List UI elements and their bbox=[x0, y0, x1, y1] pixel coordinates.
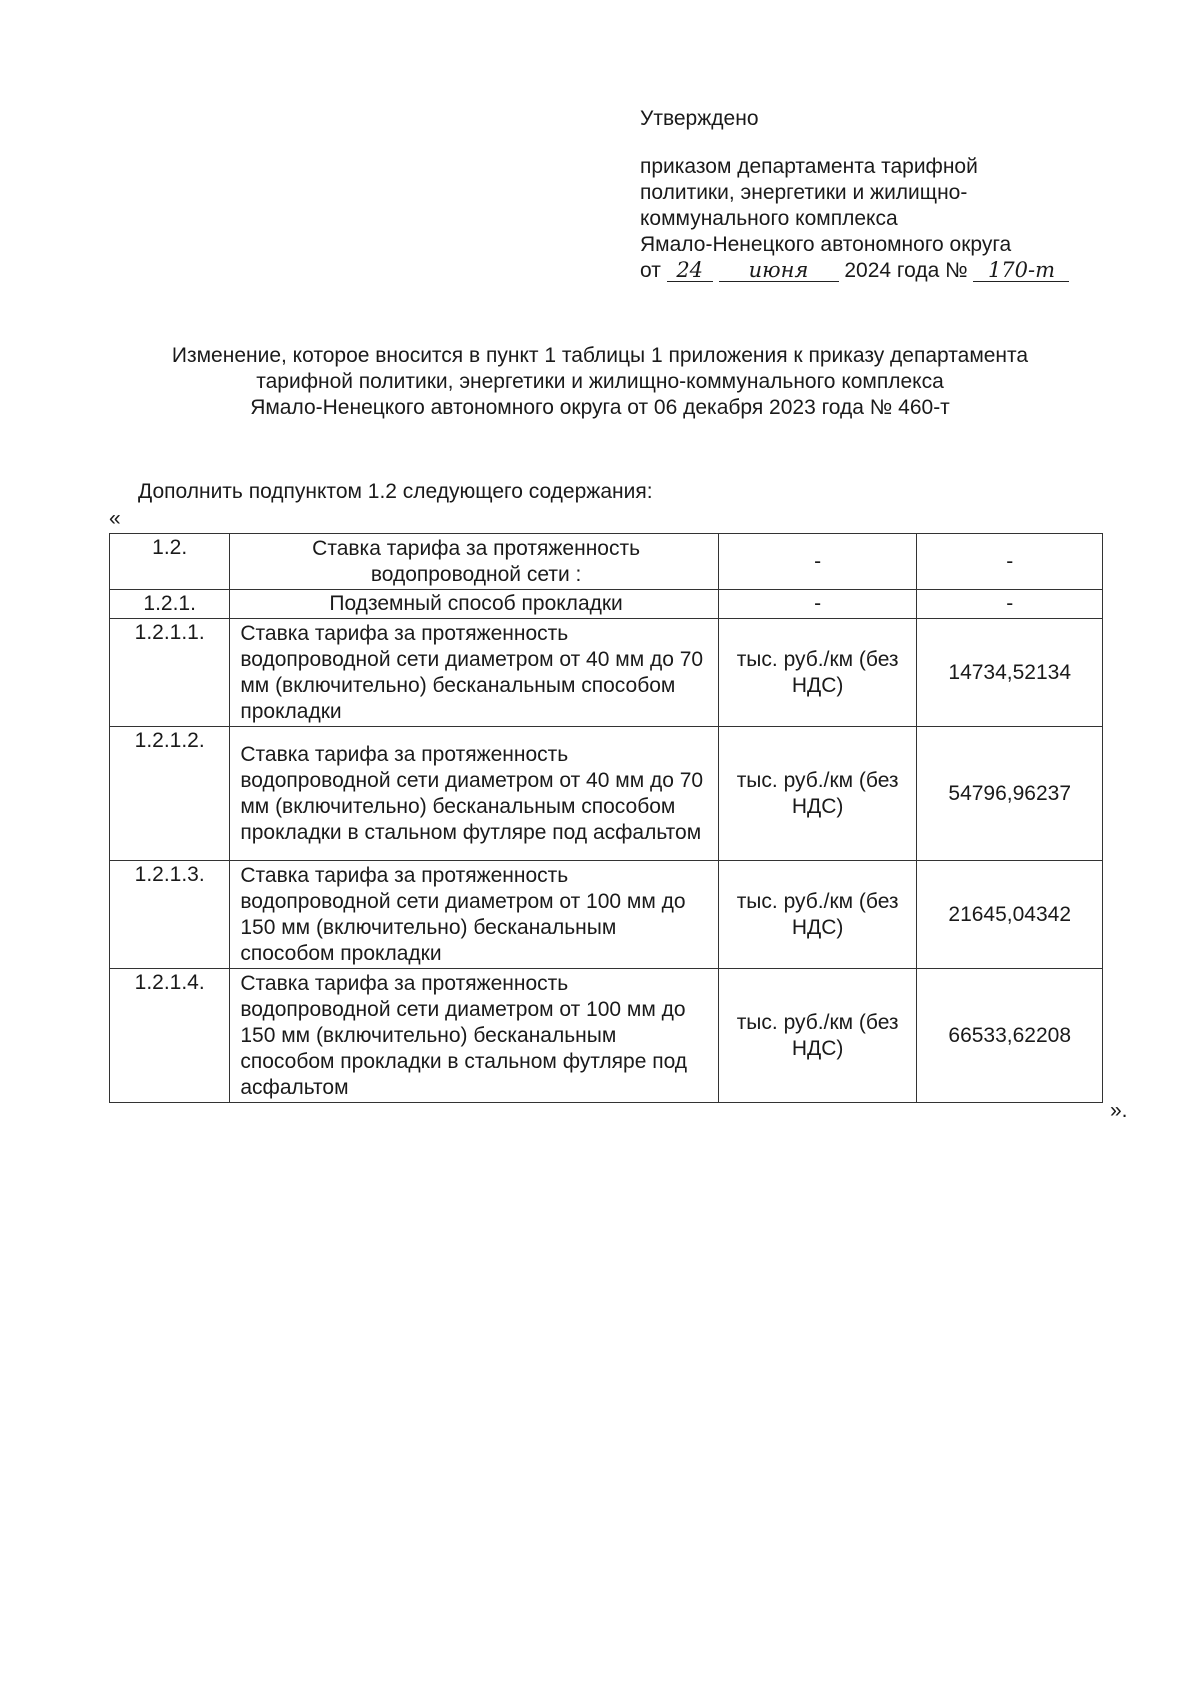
open-quote: « bbox=[109, 507, 121, 530]
row-value: 14734,52134 bbox=[917, 619, 1103, 727]
intro-text: Дополнить подпунктом 1.2 следующего содержания: bbox=[138, 480, 653, 503]
approval-title: Утверждено bbox=[640, 107, 759, 130]
row-value: - bbox=[917, 590, 1103, 619]
approval-date-line bbox=[640, 258, 1160, 284]
row-number: 1.2.1.4. bbox=[110, 969, 230, 1103]
approval-line: политики, энергетики и жилищно- bbox=[640, 181, 968, 204]
row-value: 66533,62208 bbox=[917, 969, 1103, 1103]
row-value: 21645,04342 bbox=[917, 861, 1103, 969]
document-heading bbox=[80, 343, 1120, 421]
row-description: Ставка тарифа за протяженность водопроводной сети диаметром от 100 мм до 150 мм (включительно) бесканальным способом прокладки bbox=[230, 861, 718, 969]
row-description: Ставка тарифа за протяженность водопроводной сети : bbox=[230, 534, 718, 590]
table-row bbox=[110, 969, 1103, 1103]
row-number: 1.2. bbox=[110, 534, 230, 590]
close-quote: ». bbox=[1110, 1099, 1128, 1122]
row-number: 1.2.1.2. bbox=[110, 727, 230, 861]
row-unit: - bbox=[718, 590, 917, 619]
row-unit: тыс. руб./км (без НДС) bbox=[718, 969, 917, 1103]
row-value: - bbox=[917, 534, 1103, 590]
heading-line: Изменение, которое вносится в пункт 1 таблицы 1 приложения к приказу департамента bbox=[171, 344, 1029, 367]
row-description: Подземный способ прокладки bbox=[230, 590, 718, 619]
approval-block bbox=[640, 106, 1160, 284]
approval-line: Ямало-Ненецкого автономного округа bbox=[640, 233, 1012, 256]
row-description: Ставка тарифа за протяженность водопроводной сети диаметром от 40 мм до 70 мм (включительно) бесканальным способом прокладки bbox=[230, 619, 718, 727]
row-unit: - bbox=[718, 534, 917, 590]
row-description: Ставка тарифа за протяженность водопроводной сети диаметром от 100 мм до 150 мм (включительно) бесканальным способом прокладки в стальном футляре под асфальтом bbox=[230, 969, 718, 1103]
table-row bbox=[110, 727, 1103, 861]
date-prefix: от bbox=[640, 259, 661, 282]
row-description: Ставка тарифа за протяженность водопроводной сети диаметром от 40 мм до 70 мм (включительно) бесканальным способом прокладки в стальном футляре под асфальтом bbox=[230, 727, 718, 861]
row-number: 1.2.1.1. bbox=[110, 619, 230, 727]
table-row bbox=[110, 619, 1103, 727]
year-text: 2024 года № bbox=[844, 259, 968, 282]
table-row bbox=[110, 590, 1103, 619]
table-row bbox=[110, 861, 1103, 969]
tariff-table bbox=[109, 533, 1103, 1103]
row-value: 54796,96237 bbox=[917, 727, 1103, 861]
handwritten-month: июня bbox=[719, 259, 839, 282]
table-row bbox=[110, 534, 1103, 590]
handwritten-day: 24 bbox=[667, 259, 713, 282]
row-unit: тыс. руб./км (без НДС) bbox=[718, 861, 917, 969]
handwritten-order-number: 170-т bbox=[973, 259, 1069, 282]
approval-line: коммунального комплекса bbox=[640, 207, 898, 230]
heading-line: тарифной политики, энергетики и жилищно-коммунального комплекса bbox=[256, 370, 944, 393]
row-unit: тыс. руб./км (без НДС) bbox=[718, 619, 917, 727]
approval-line: приказом департамента тарифной bbox=[640, 155, 978, 178]
row-number: 1.2.1.3. bbox=[110, 861, 230, 969]
row-unit: тыс. руб./км (без НДС) bbox=[718, 727, 917, 861]
heading-line: Ямало-Ненецкого автономного округа от 06 декабря 2023 года № 460-т bbox=[250, 396, 950, 419]
row-number: 1.2.1. bbox=[110, 590, 230, 619]
